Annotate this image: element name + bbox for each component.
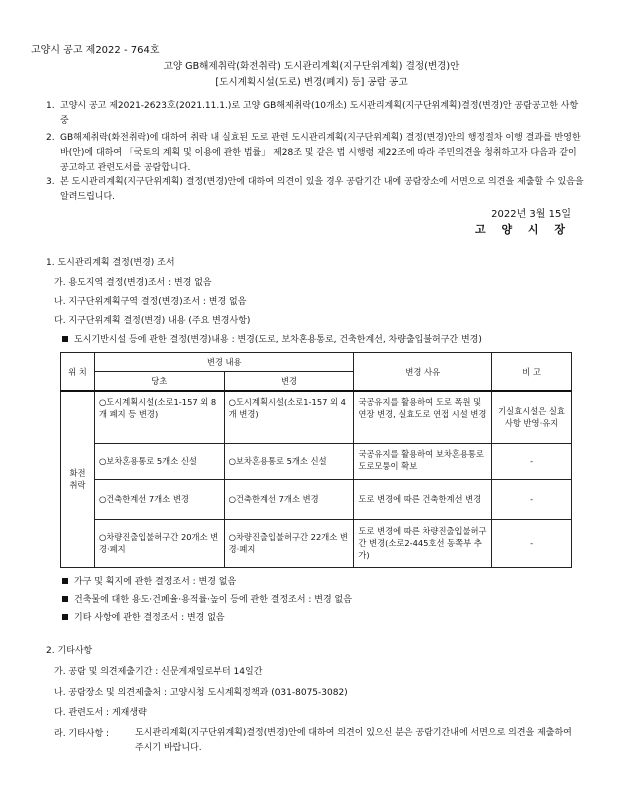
section2-item-last-text: 도시관리계획(지구단위계획)결정(변경)안에 대하여 의견이 있으신 분은 공람기간내에 서면으로 의견을 제출하여 주시기 바랍니다.: [135, 728, 572, 753]
intro-item-3: [46, 175, 586, 205]
header-location: 위 치: [61, 353, 95, 392]
square-bullet-icon: [62, 596, 68, 602]
header-after: 변경: [224, 372, 354, 392]
section2-item: 나. 공람장소 및 의견제출처 : 고양시청 도시계획정책과 (031-8075-3082): [54, 688, 348, 698]
before-cell: ○차량진출입불허구간 20개소 변경·폐지: [98, 532, 219, 554]
bullet-text: 기타 사항에 관한 결정조서 : 변경 없음: [74, 613, 225, 623]
section2-title: 2. 기타사항: [46, 646, 93, 656]
section2-item-last-label: 라. 기타사항 :: [54, 729, 110, 739]
section1-bullet: [62, 574, 236, 587]
section1-bullet-main: [62, 332, 482, 345]
square-bullet-icon: [62, 614, 68, 620]
reason-cell: 도로 변경에 따른 차량진출입불허구간 변경(소로2-445호선 동쪽부 추가): [358, 526, 487, 560]
intro-text: 본 도시관리계획(지구단위계획) 결정(변경)안에 대하여 의견이 있을 경우 공람기간 내에 공람장소에 서면으로 의견을 제출할 수 있음을 알려드립니다.: [60, 177, 584, 202]
change-table: [60, 352, 572, 568]
reason-cell: 국공유지를 활용하여 도로 폭원 및 연장 변경, 실효도로 연접 시설 변경: [358, 397, 487, 419]
notice-title-line1: 고양 GB해제취락(화전취락) 도시관리계획(지구단위계획) 결정(변경)안: [163, 61, 460, 72]
notice-number: 고양시 공고 제2022 - 764호: [31, 45, 160, 56]
notice-date: 2022년 3월 15일: [491, 209, 571, 220]
table-row: [61, 479, 572, 519]
intro-text: 고양시 공고 제2021-2623호(2021.11.1.)로 고양 GB해제취락(10개소) 도시관리계획(지구단위계획)결정(변경)안 공람공고한 사항 중: [60, 101, 579, 126]
table-row: [61, 443, 572, 479]
intro-num: 3.: [46, 177, 55, 187]
header-reason: 변경 사유: [354, 353, 492, 392]
table-row: [61, 391, 572, 443]
after-cell: ○도시계획시설(소로1-157 외 4개 변경): [228, 397, 346, 419]
header-change-content: 변경 내용: [94, 353, 353, 372]
intro-item-2: [46, 131, 586, 176]
bullet-text: 도시기반시설 등에 관한 결정(변경)내용 : 변경(도로, 보차혼용통로, 건축한계선, 차량출입불허구간 변경): [74, 335, 482, 345]
bullet-text: 가구 및 획지에 관한 결정조서 : 변경 없음: [74, 577, 237, 587]
location-cell: 화전 취락: [61, 391, 95, 567]
reason-cell: 도로 변경에 따른 건축한계선 변경: [358, 494, 482, 504]
remark-cell: 기실효시설은 실효사항 반영·유지: [498, 406, 565, 429]
after-cell: ○차량진출입불허구간 22개소 변경·폐지: [228, 532, 348, 554]
before-cell: ○도시계획시설(소로1-157 외 8개 폐지 등 변경): [98, 397, 217, 419]
intro-item-1: [46, 99, 586, 129]
before-cell: ○건축한계선 7개소 변경: [98, 494, 189, 504]
section1-item: 나. 지구단위계획구역 결정(변경)조서 : 변경 없음: [54, 297, 247, 307]
table-row: [61, 519, 572, 567]
issuer-name: 고 양 시 장: [475, 223, 571, 236]
section1-title: 1. 도시관리계획 결정(변경) 조서: [46, 258, 175, 268]
remark-cell: -: [530, 494, 534, 504]
square-bullet-icon: [62, 336, 68, 342]
notice-title-line2: [도시계획시설(도로) 변경(폐지) 등] 공람 공고: [215, 77, 408, 88]
section2-item: 가. 공람 및 의견제출기간 : 신문게재일로부터 14일간: [54, 667, 263, 677]
section1-item: 다. 지구단위계획 결정(변경) 내용 (주요 변경사항): [54, 316, 251, 326]
reason-cell: 국공유지를 활용하여 보차혼용통로 도로모퉁이 확보: [358, 448, 484, 471]
section1-bullet: [62, 592, 352, 605]
intro-num: 1.: [46, 101, 55, 111]
intro-num: 2.: [46, 133, 55, 143]
header-before: 당초: [94, 372, 224, 392]
table-header-row: [61, 353, 572, 372]
section2-item: 다. 관련도서 : 게재생략: [54, 708, 147, 718]
intro-text: GB해제취락(화전취락)에 대하여 취락 내 실효된 도로 관련 도시관리계획(지구단위계획) 결정(변경)안의 행정절차 이행 결과를 반영한 바(안)에 대하여 「국토의 계획 및 이용에 관한 법률」 제28조 및 같은 법 시행령 제22조에 따라 주민의견을 청취하고자 다음과 같이 공고하고 관련도서를 공람합니다.: [60, 133, 581, 173]
header-remark: 비 고: [492, 353, 572, 392]
section1-bullet: [62, 610, 225, 623]
after-cell: ○건축한계선 7개소 변경: [228, 494, 319, 504]
remark-cell: -: [530, 538, 534, 548]
before-cell: ○보차혼용통로 5개소 신설: [98, 456, 197, 466]
remark-cell: -: [530, 456, 534, 466]
section1-item: 가. 용도지역 결정(변경)조서 : 변경 없음: [54, 278, 212, 288]
bullet-text: 건축물에 대한 용도·건폐율·용적률·높이 등에 관한 결정조서 : 변경 없음: [74, 595, 352, 605]
after-cell: ○보차혼용통로 5개소 신설: [228, 456, 327, 466]
square-bullet-icon: [62, 578, 68, 584]
